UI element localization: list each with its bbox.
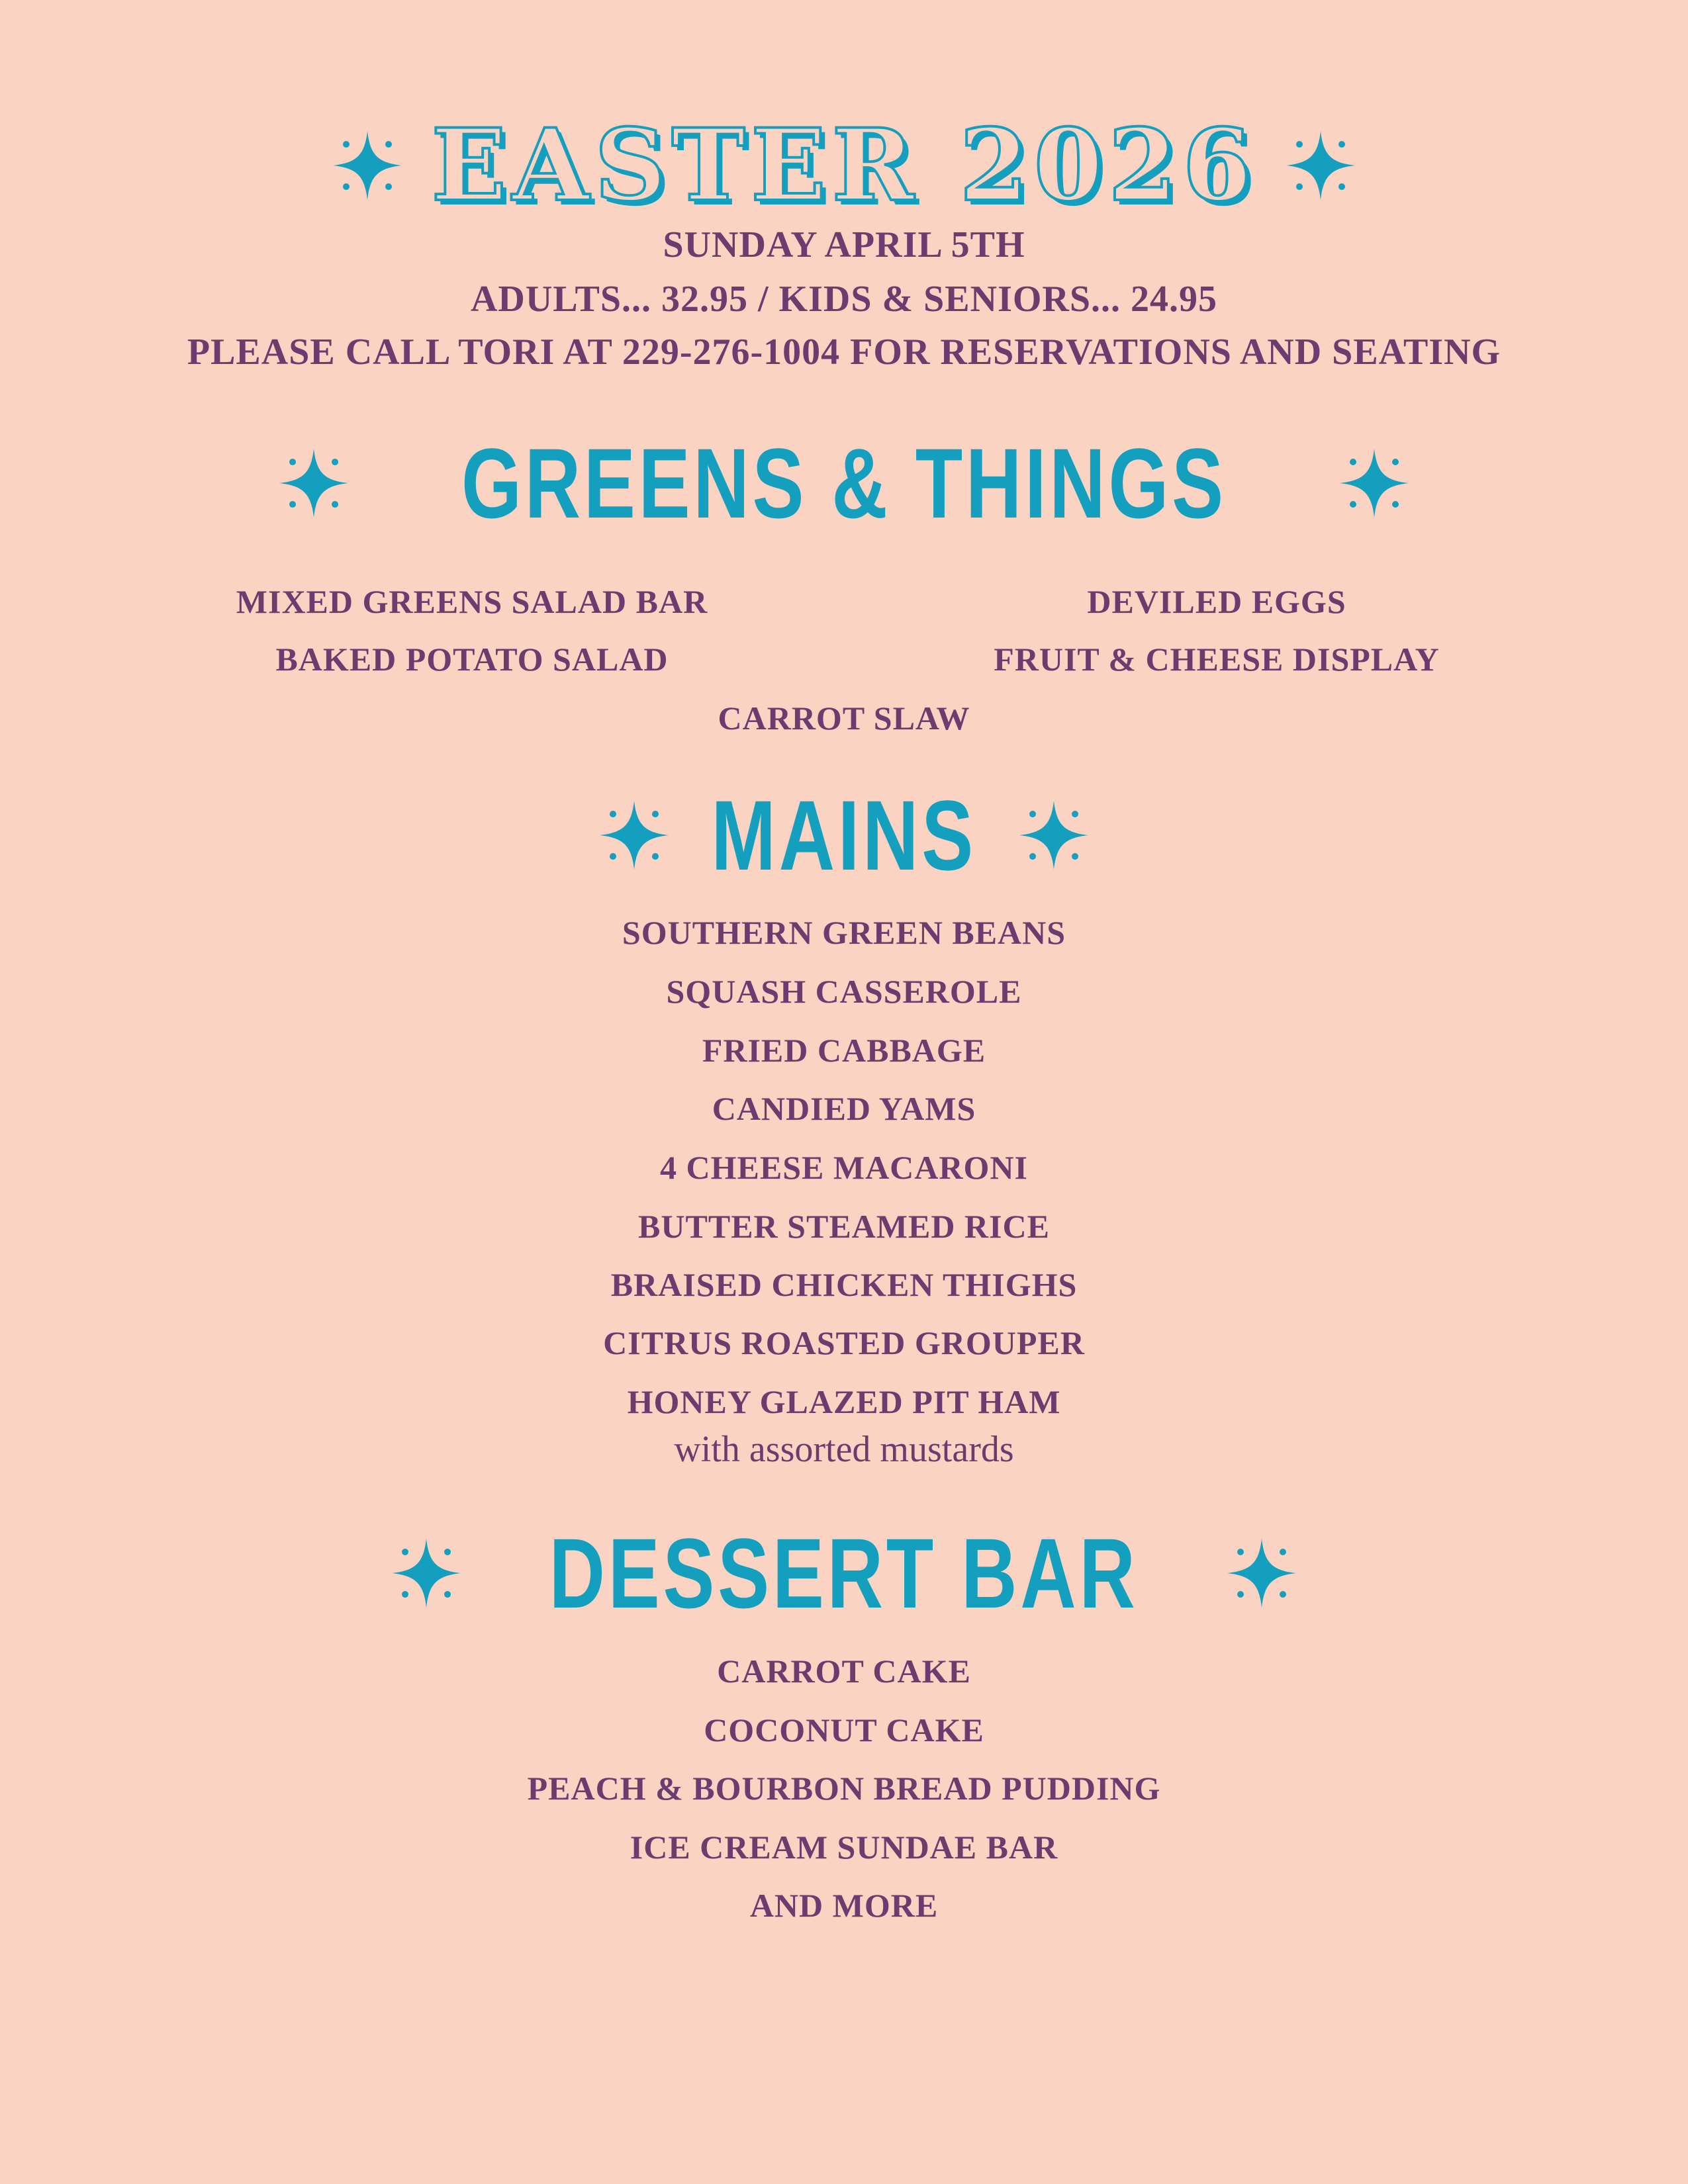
list-item: PEACH & BOURBON BREAD PUDDING — [527, 1770, 1161, 1807]
list-item: CITRUS ROASTED GROUPER — [603, 1324, 1085, 1361]
list-item: BAKED POTATO SALAD — [275, 641, 669, 678]
greens-heading-row — [0, 428, 1688, 539]
list-item: 4 CHEESE MACARONI — [660, 1149, 1028, 1186]
list-item: SQUASH CASSEROLE — [666, 973, 1022, 1010]
dessert-heading-row — [0, 1518, 1688, 1629]
reservation-line: PLEASE CALL TORI AT 229-276-1004 FOR RESERVATIONS AND SEATING — [187, 332, 1501, 373]
sparkle-icon — [594, 796, 674, 875]
sparkle-icon — [328, 126, 407, 205]
title-row — [0, 107, 1688, 224]
list-item: CANDIED YAMS — [712, 1090, 976, 1127]
section-heading-dessert: DESSERT BAR — [549, 1518, 1139, 1629]
list-item: HONEY GLAZED PIT HAM — [627, 1383, 1061, 1420]
date-line: SUNDAY APRIL 5TH — [663, 224, 1025, 265]
sparkle-icon — [387, 1533, 466, 1613]
sparkle-icon — [1281, 126, 1360, 205]
item-note: with assorted mustards — [674, 1429, 1014, 1470]
list-item: FRUIT & CHEESE DISPLAY — [994, 641, 1440, 678]
page-title: EASTER 2026 — [431, 107, 1257, 224]
mains-heading-row — [0, 780, 1688, 891]
sparkle-icon — [1014, 796, 1094, 875]
list-item: CARROT SLAW — [718, 700, 970, 737]
section-heading-greens: GREENS & THINGS — [461, 428, 1227, 539]
section-heading-mains: MAINS — [711, 780, 977, 891]
sparkle-icon — [274, 443, 353, 523]
list-item: AND MORE — [749, 1887, 939, 1924]
list-item: DEVILED EGGS — [1087, 583, 1346, 620]
list-item: BRAISED CHICKEN THIGHS — [610, 1266, 1078, 1303]
list-item: COCONUT CAKE — [704, 1711, 984, 1749]
list-item: MIXED GREENS SALAD BAR — [236, 583, 708, 620]
sparkle-icon — [1222, 1533, 1301, 1613]
price-line: ADULTS... 32.95 / KIDS & SENIORS... 24.95 — [470, 279, 1218, 320]
list-item: SOUTHERN GREEN BEANS — [622, 914, 1066, 951]
list-item: FRIED CABBAGE — [702, 1032, 986, 1069]
list-item: ICE CREAM SUNDAE BAR — [630, 1829, 1058, 1866]
list-item: BUTTER STEAMED RICE — [638, 1208, 1050, 1245]
sparkle-icon — [1335, 443, 1414, 523]
list-item: CARROT CAKE — [717, 1653, 971, 1690]
